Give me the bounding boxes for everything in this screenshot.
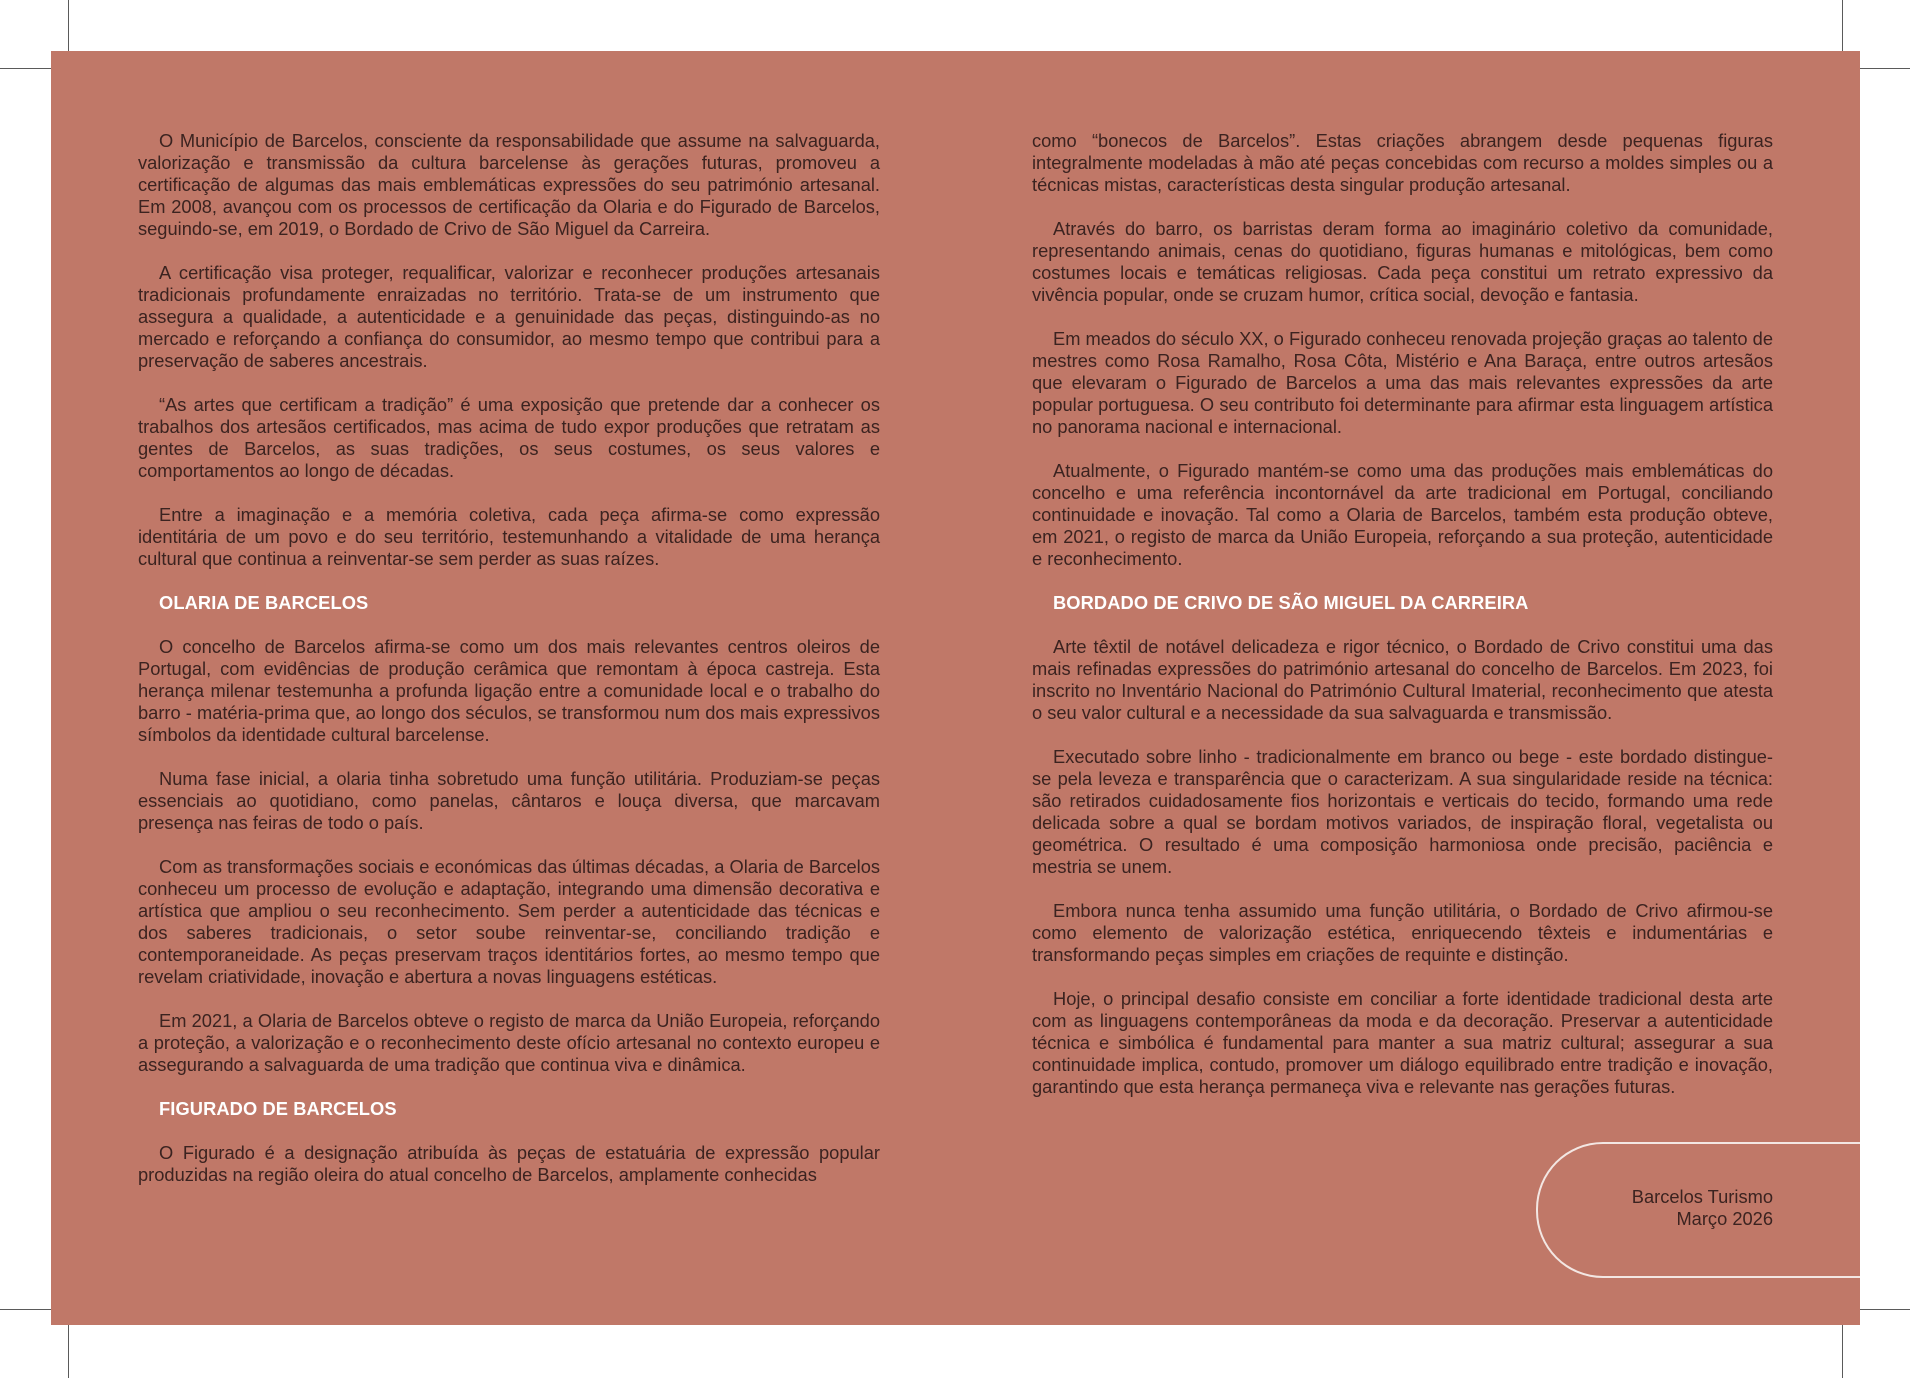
crop-mark-bottom-left-horizontal xyxy=(0,1309,53,1310)
crop-mark-bottom-right-vertical xyxy=(1842,1325,1843,1378)
intro-paragraph-1: O Município de Barcelos, consciente da responsabilidade que assume na salvaguarda, valorização e transmissão da cultura barcelense às gerações futuras, promoveu a certificação de algumas das mais emblemáticas expressões do seu património artesanal. Em 2008, avançou com os processos de certificação da Olaria e do Figurado de Barcelos, seguindo-se, em 2019, o Bordado de Crivo de São Miguel da Carreira. xyxy=(138,130,880,239)
bordado-paragraph-4: Hoje, o principal desafio consiste em conciliar a forte identidade tradicional desta arte com as linguagens contemporâneas da moda e da decoração. Preservar a autenticidade técnica e simbólica é fundamental para manter a sua matriz cultural; assegurar a sua continuidade implica, contudo, promover um diálogo equilibrado entre tradição e inovação, garantindo que esta herança permaneça viva e relevante nas gerações futuras. xyxy=(1032,988,1773,1097)
figurado-paragraph-1-start: O Figurado é a designação atribuída às peças de estatuária de expressão popular produzidas na região oleira do atual concelho de Barcelos, amplamente conhecidas xyxy=(138,1142,880,1185)
crop-mark-top-right-horizontal xyxy=(1858,68,1910,69)
figurado-paragraph-4: Atualmente, o Figurado mantém-se como uma das produções mais emblemáticas do concelho e uma referência incontornável da arte tradicional em Portugal, conciliando continuidade e inovação. Tal como a Olaria de Barcelos, também esta produção obteve, em 2021, o registo de marca da União Europeia, reforçando a sua proteção, autenticidade e reconhecimento. xyxy=(1032,460,1773,569)
footer-credits xyxy=(1632,1186,1773,1230)
figurado-paragraph-1-continuation: como “bonecos de Barcelos”. Estas criações abrangem desde pequenas figuras integralmente modeladas à mão até peças concebidas com recurso a moldes simples ou a técnicas mistas, características desta singular produção artesanal. xyxy=(1032,130,1773,195)
intro-paragraph-2: A certificação visa proteger, requalificar, valorizar e reconhecer produções artesanais tradicionais profundamente enraizadas no território. Trata-se de um instrumento que assegura a qualidade, a autenticidade e a genuinidade das peças, distinguindo-as no mercado e reforçando a confiança do consumidor, ao mesmo tempo que contribui para a preservação de saberes ancestrais. xyxy=(138,262,880,371)
intro-paragraph-3: “As artes que certificam a tradição” é uma exposição que pretende dar a conhecer os trabalhos dos artesãos certificados, mas acima de tudo expor produções que retratam as gentes de Barcelos, as suas tradições, os seus costumes, os seus valores e comportamentos ao longo de décadas. xyxy=(138,394,880,481)
bordado-heading: BORDADO DE CRIVO DE SÃO MIGUEL DA CARREIRA xyxy=(1053,592,1529,613)
right-column xyxy=(1032,130,1773,1098)
olaria-paragraph-1: O concelho de Barcelos afirma-se como um dos mais relevantes centros oleiros de Portugal, com evidências de produção cerâmica que remontam à época castreja. Esta herança milenar testemunha a profunda ligação entre a comunidade local e o trabalho do barro - matéria-prima que, ao longo dos séculos, se transformou num dos mais expressivos símbolos da identidade cultural barcelense. xyxy=(138,636,880,745)
bordado-paragraph-1: Arte têxtil de notável delicadeza e rigor técnico, o Bordado de Crivo constitui uma das mais refinadas expressões do património artesanal do concelho de Barcelos. Em 2023, foi inscrito no Inventário Nacional do Património Cultural Imaterial, reconhecimento que atesta o seu valor cultural e a necessidade da sua salvaguarda e transmissão. xyxy=(1032,636,1773,723)
bordado-paragraph-2: Executado sobre linho - tradicionalmente em branco ou bege - este bordado distingue-se pela leveza e transparência que o caracterizam. A sua singularidade reside na técnica: são retirados cuidadosamente fios horizontais e verticais do tecido, formando uma rede delicada sobre a qual se bordam motivos variados, de inspiração floral, vegetalista ou geométrica. O resultado é uma composição harmoniosa onde precisão, paciência e mestria se unem. xyxy=(1032,746,1773,877)
olaria-paragraph-3: Com as transformações sociais e económicas das últimas décadas, a Olaria de Barcelos conheceu um processo de evolução e adaptação, integrando uma dimensão decorativa e artística que ampliou o seu reconhecimento. Sem perder a autenticidade das técnicas e dos saberes tradicionais, o setor soube reinventar-se, conciliando tradição e contemporaneidade. As peças preservam traços identitários fortes, ao mesmo tempo que revelam criatividade, inovação e abertura a novas linguagens estéticas. xyxy=(138,856,880,987)
brochure-sheet xyxy=(51,51,1860,1325)
crop-mark-top-right-vertical xyxy=(1842,0,1843,53)
crop-mark-bottom-right-horizontal xyxy=(1858,1309,1910,1310)
footer-date: Março 2026 xyxy=(1676,1208,1773,1229)
intro-paragraph-4: Entre a imaginação e a memória coletiva, cada peça afirma-se como expressão identitária de um povo e do seu território, testemunhando a vitalidade de uma herança cultural que continua a reinventar-se sem perder as suas raízes. xyxy=(138,504,880,569)
olaria-paragraph-4: Em 2021, a Olaria de Barcelos obteve o registo de marca da União Europeia, reforçando a proteção, a valorização e o reconhecimento deste ofício artesanal no contexto europeu e assegurando a salvaguarda de uma tradição que continua viva e dinâmica. xyxy=(138,1010,880,1075)
bordado-paragraph-3: Embora nunca tenha assumido uma função utilitária, o Bordado de Crivo afirmou-se como elemento de valorização estética, enriquecendo têxteis e indumentárias e transformando peças simples em criações de requinte e distinção. xyxy=(1032,900,1773,965)
olaria-paragraph-2: Numa fase inicial, a olaria tinha sobretudo uma função utilitária. Produziam-se peças essenciais ao quotidiano, como panelas, cântaros e louça diversa, que marcavam presença nas feiras de todo o país. xyxy=(138,768,880,833)
figurado-heading: FIGURADO DE BARCELOS xyxy=(159,1098,397,1119)
crop-mark-bottom-left-vertical xyxy=(68,1325,69,1378)
figurado-paragraph-3: Em meados do século XX, o Figurado conheceu renovada projeção graças ao talento de mestres como Rosa Ramalho, Rosa Côta, Mistério e Ana Baraça, entre outros artesãos que elevaram o Figurado de Barcelos a uma das mais relevantes expressões da arte popular portuguesa. O seu contributo foi determinante para afirmar esta linguagem artística no panorama nacional e internacional. xyxy=(1032,328,1773,437)
figurado-paragraph-2: Através do barro, os barristas deram forma ao imaginário coletivo da comunidade, representando animais, cenas do quotidiano, figuras humanas e mitológicas, bem como costumes locais e temáticas religiosas. Cada peça constitui um retrato expressivo da vivência popular, onde se cruzam humor, crítica social, devoção e fantasia. xyxy=(1032,218,1773,305)
crop-mark-top-left-vertical xyxy=(68,0,69,53)
olaria-heading: OLARIA DE BARCELOS xyxy=(159,592,369,613)
footer-publisher: Barcelos Turismo xyxy=(1631,1186,1773,1207)
crop-mark-top-left-horizontal xyxy=(0,68,53,69)
left-column xyxy=(138,130,880,1186)
